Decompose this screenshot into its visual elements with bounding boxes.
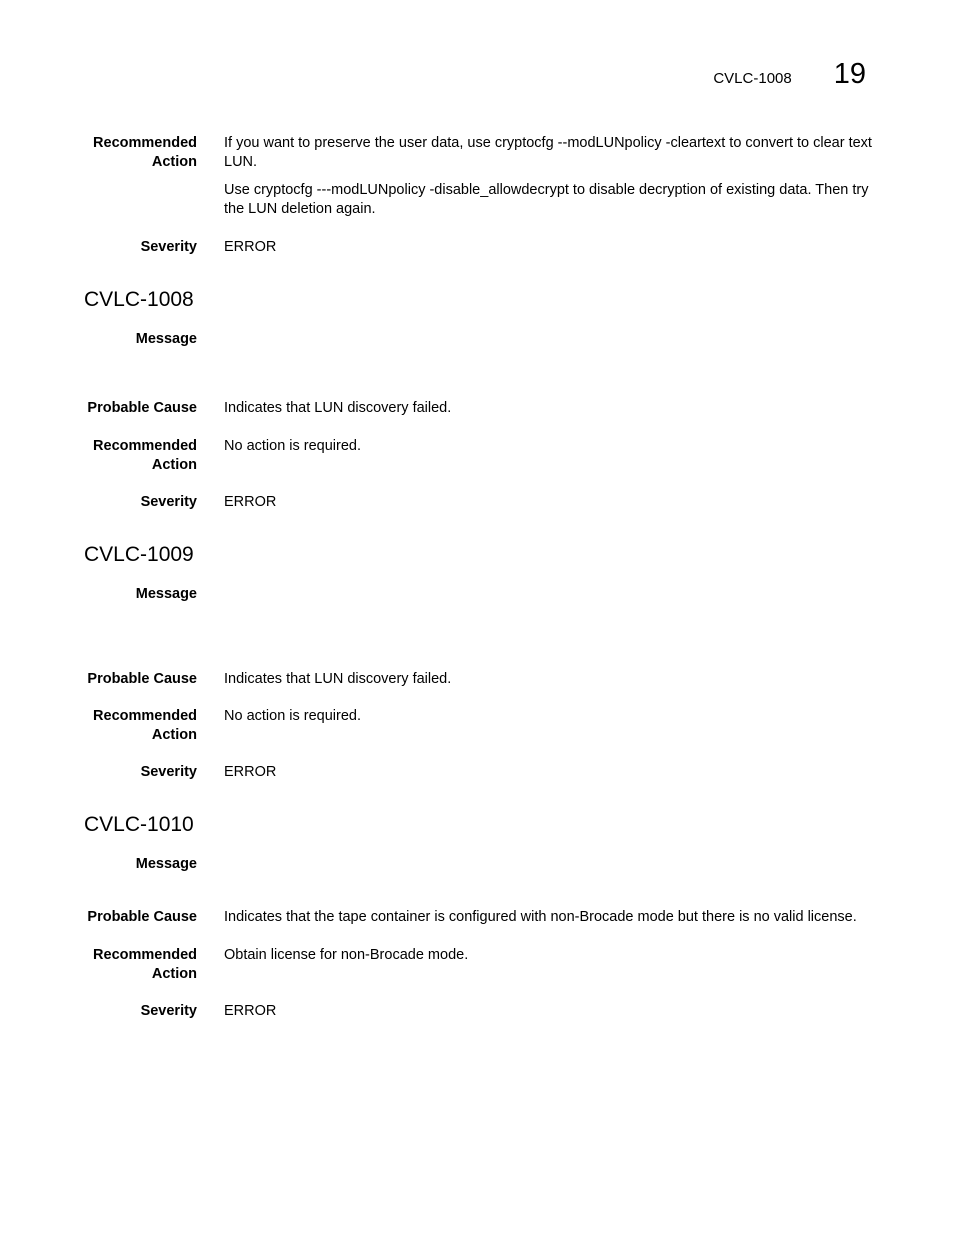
- recommended-action-value: Obtain license for non-Brocade mode.: [224, 947, 469, 963]
- severity-value: ERROR: [224, 239, 277, 255]
- recommended-action-label: Recommended Action: [93, 708, 197, 743]
- recommended-action-label: Recommended Action: [93, 438, 197, 473]
- severity-label: Severity: [140, 764, 197, 780]
- message-row: [0, 585, 954, 604]
- message-row: [0, 855, 954, 874]
- recommended-action-label: Recommended Action: [93, 947, 197, 982]
- probable-cause-value: Indicates that the tape container is configured with non-Brocade mode but there is no valid license.: [224, 909, 857, 925]
- recommended-action-label: Recommended Action: [93, 135, 197, 170]
- entry-heading: CVLC-1009: [84, 543, 194, 566]
- document-body: [0, 134, 954, 1021]
- recommended-action-value: No action is required.: [224, 708, 362, 724]
- severity-label: Severity: [140, 239, 197, 255]
- probable-cause-label: Probable Cause: [87, 671, 197, 687]
- severity-label: Severity: [140, 494, 197, 510]
- message-label: Message: [135, 586, 197, 602]
- running-head-section: CVLC-1008: [713, 70, 792, 87]
- message-row: [0, 330, 954, 349]
- recommended-action-value: No action is required.: [224, 438, 362, 454]
- severity-row: [0, 238, 954, 257]
- running-head: [713, 58, 866, 91]
- severity-value: ERROR: [224, 764, 277, 780]
- probable-cause-row: [0, 670, 954, 689]
- severity-label: Severity: [140, 1003, 197, 1019]
- message-label: Message: [135, 856, 197, 872]
- severity-value: ERROR: [224, 494, 277, 510]
- probable-cause-value: Indicates that LUN discovery failed.: [224, 400, 452, 416]
- entry-heading: CVLC-1010: [84, 813, 194, 836]
- recommended-action-text: [224, 134, 872, 219]
- recommended-action-row: [0, 134, 954, 219]
- recommended-action-paragraph: Use cryptocfg ---modLUNpolicy -disable_allowdecrypt to disable decryption of existing data. Then try the LUN deletion again.: [224, 182, 869, 217]
- severity-row: [0, 1002, 954, 1021]
- recommended-action-row: [0, 437, 954, 475]
- probable-cause-value: Indicates that LUN discovery failed.: [224, 671, 452, 687]
- severity-value: ERROR: [224, 1003, 277, 1019]
- probable-cause-label: Probable Cause: [87, 909, 197, 925]
- probable-cause-row: [0, 908, 954, 927]
- severity-row: [0, 493, 954, 512]
- chapter-number: 19: [833, 58, 866, 90]
- severity-row: [0, 763, 954, 782]
- entry-heading: CVLC-1008: [84, 288, 194, 311]
- probable-cause-row: [0, 399, 954, 418]
- probable-cause-label: Probable Cause: [87, 400, 197, 416]
- message-label: Message: [135, 331, 197, 347]
- recommended-action-paragraph: If you want to preserve the user data, use cryptocfg --modLUNpolicy -cleartext to convert to clear text LUN.: [224, 135, 872, 170]
- recommended-action-row: [0, 946, 954, 984]
- recommended-action-row: [0, 707, 954, 745]
